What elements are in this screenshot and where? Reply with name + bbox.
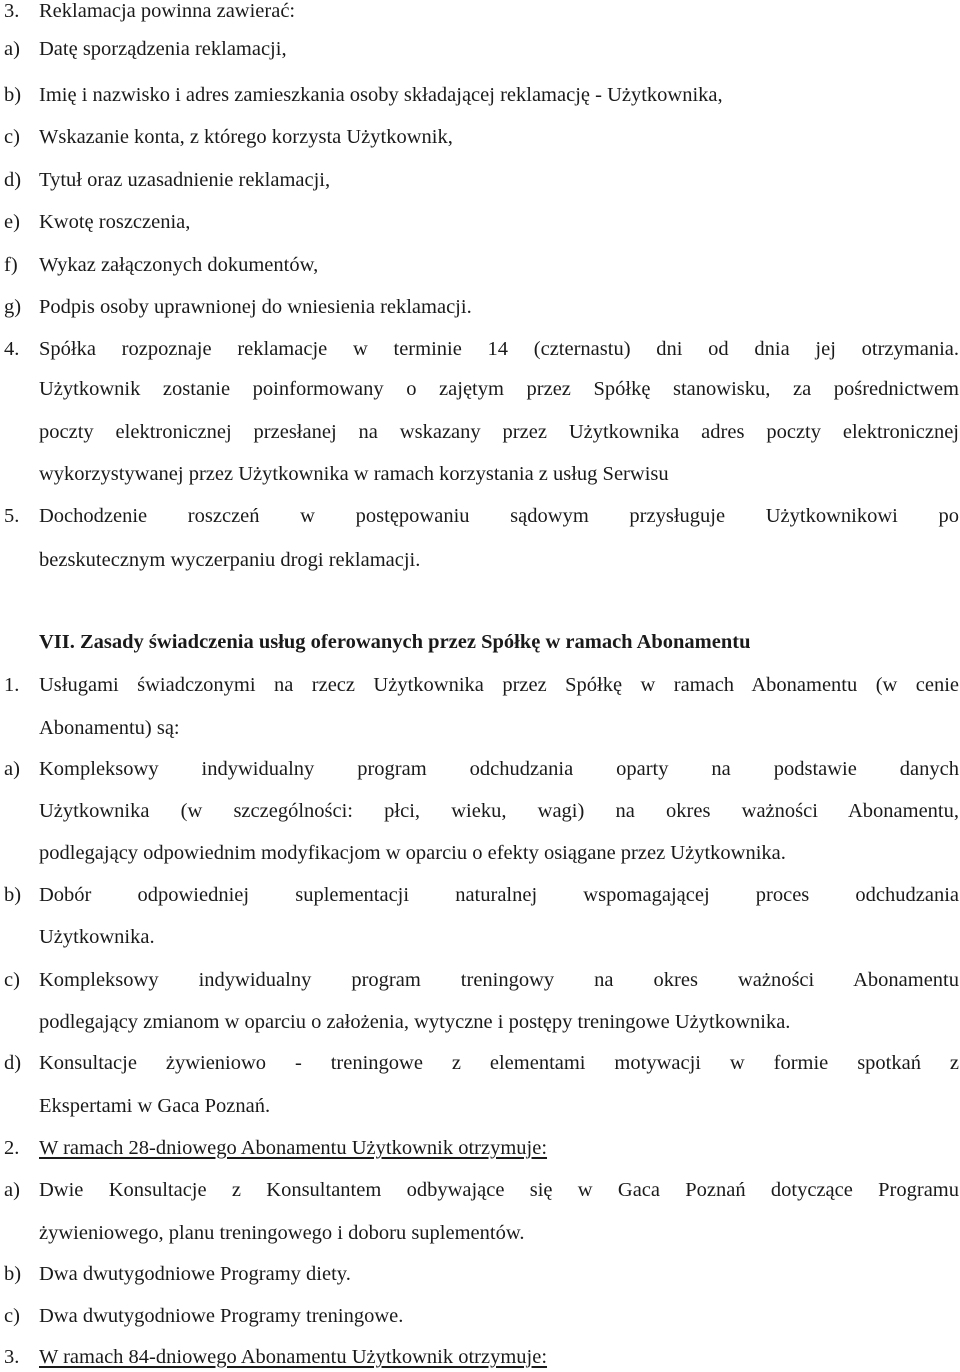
list-item-text: podlegający odpowiednim modyfikacjom w oparciu o efekty osiągane przez Użytkownika. <box>39 842 786 864</box>
section-5-line <box>0 501 960 531</box>
list-item-text: Kwotę roszczenia, <box>39 211 191 233</box>
paragraph-line: Dochodzenie roszczeń w postępowaniu sądowym przysługuje Użytkownikowi po <box>39 505 959 527</box>
list-item-text: Wykaz załączonych dokumentów, <box>39 254 319 276</box>
paragraph-line-row <box>0 838 960 868</box>
list-letter: e) <box>4 211 20 233</box>
paragraph-line-row <box>0 713 960 743</box>
list-letter: d) <box>4 1052 22 1074</box>
section-4-line <box>0 334 960 364</box>
paragraph-line: Spółka rozpoznaje reklamacje w terminie 14 (czternastu) dni od dnia jej otrzymania. <box>39 338 959 360</box>
paragraph-line: bezskutecznym wyczerpaniu drogi reklamacji. <box>39 549 421 571</box>
list-item-text: Ekspertami w Gaca Poznań. <box>39 1095 271 1117</box>
list-item <box>0 250 960 280</box>
paragraph-line: Abonamentu) są: <box>39 717 180 739</box>
list-item <box>0 292 960 322</box>
list-letter: g) <box>4 296 22 318</box>
list-letter: c) <box>4 969 20 991</box>
paragraph-line-row <box>0 922 960 952</box>
list-item-text: Imię i nazwisko i adres zamieszkania osoby składającej reklamację - Użytkownika, <box>39 84 723 106</box>
list-item-text: Konsultacje żywieniowo - treningowe z elementami motywacji w formie spotkań z <box>39 1052 959 1074</box>
list-item-text: Użytkownika (w szczególności: płci, wieku, wagi) na okres ważności Abonamentu, <box>39 800 959 822</box>
underlined-subheading: W ramach 84-dniowego Abonamentu Użytkownik otrzymuje: <box>39 1346 548 1368</box>
point-3-line <box>0 1342 960 1372</box>
list-item <box>0 122 960 152</box>
list-letter: d) <box>4 169 22 191</box>
list-item-text: Użytkownika. <box>39 926 155 948</box>
paragraph-line: wykorzystywanej przez Użytkownika w ramach korzystania z usług Serwisu <box>39 463 669 485</box>
paragraph-line-row <box>0 417 960 447</box>
list-item-text: Datę sporządzenia reklamacji, <box>39 38 287 60</box>
list-letter: a) <box>4 38 20 60</box>
list-item <box>0 1301 960 1331</box>
list-item <box>0 1259 960 1289</box>
list-number: 4. <box>4 338 20 360</box>
list-number: 2. <box>4 1137 20 1159</box>
list-number: 3. <box>4 0 20 22</box>
list-number: 5. <box>4 505 20 527</box>
list-letter: b) <box>4 1263 22 1285</box>
list-item-text: Dwa dwutygodniowe Programy treningowe. <box>39 1305 404 1327</box>
paragraph-line-row <box>0 796 960 826</box>
list-item <box>0 1175 960 1205</box>
paragraph-line-row <box>0 545 960 575</box>
list-item <box>0 207 960 237</box>
list-letter: f) <box>4 254 18 276</box>
section-text: Reklamacja powinna zawierać: <box>39 0 296 22</box>
section-3-line <box>0 0 960 26</box>
paragraph-line-row <box>0 1007 960 1037</box>
list-item-text: żywieniowego, planu treningowego i doboru suplementów. <box>39 1222 525 1244</box>
section-heading: VII. Zasady świadczenia usług oferowanych przez Spółkę w ramach Abonamentu <box>39 631 751 653</box>
list-letter: c) <box>4 1305 20 1327</box>
list-item-text: Dwa dwutygodniowe Programy diety. <box>39 1263 351 1285</box>
list-letter: a) <box>4 758 20 780</box>
paragraph-line-row <box>0 1091 960 1121</box>
list-item <box>0 880 960 910</box>
list-number: 3. <box>4 1346 20 1368</box>
list-item-text: Tytuł oraz uzasadnienie reklamacji, <box>39 169 331 191</box>
list-item-text: Kompleksowy indywidualny program odchudzania oparty na podstawie danych <box>39 758 959 780</box>
list-letter: b) <box>4 84 22 106</box>
list-letter: a) <box>4 1179 20 1201</box>
paragraph-line: Usługami świadczonymi na rzecz Użytkownika przez Spółkę w ramach Abonamentu (w cenie <box>39 674 959 696</box>
section-heading-row <box>0 627 960 657</box>
list-item-text: Dwie Konsultacje z Konsultantem odbywające się w Gaca Poznań dotyczące Programu <box>39 1179 959 1201</box>
list-item-text: Podpis osoby uprawnionej do wniesienia reklamacji. <box>39 296 472 318</box>
paragraph-line-row <box>0 1218 960 1248</box>
list-letter: b) <box>4 884 22 906</box>
list-item <box>0 1048 960 1078</box>
paragraph-line-row <box>0 459 960 489</box>
point-1-line <box>0 670 960 700</box>
underlined-subheading: W ramach 28-dniowego Abonamentu Użytkownik otrzymuje: <box>39 1137 548 1159</box>
paragraph-line: poczty elektronicznej przesłanej na wskazany przez Użytkownika adres poczty elektronicznej <box>39 421 959 443</box>
list-item <box>0 965 960 995</box>
list-item <box>0 754 960 784</box>
paragraph-line-row <box>0 374 960 404</box>
paragraph-line: Użytkownik zostanie poinformowany o zajętym przez Spółkę stanowisku, za pośrednictwem <box>39 378 959 400</box>
point-2-line <box>0 1133 960 1163</box>
list-item <box>0 34 960 64</box>
list-item-text: podlegający zmianom w oparciu o założenia, wytyczne i postępy treningowe Użytkownika. <box>39 1011 791 1033</box>
list-item <box>0 165 960 195</box>
list-item <box>0 80 960 110</box>
list-item-text: Dobór odpowiedniej suplementacji naturalnej wspomagającej proces odchudzania <box>39 884 959 906</box>
list-letter: c) <box>4 126 20 148</box>
list-item-text: Kompleksowy indywidualny program treningowy na okres ważności Abonamentu <box>39 969 959 991</box>
list-number: 1. <box>4 674 20 696</box>
list-item-text: Wskazanie konta, z którego korzysta Użytkownik, <box>39 126 453 148</box>
